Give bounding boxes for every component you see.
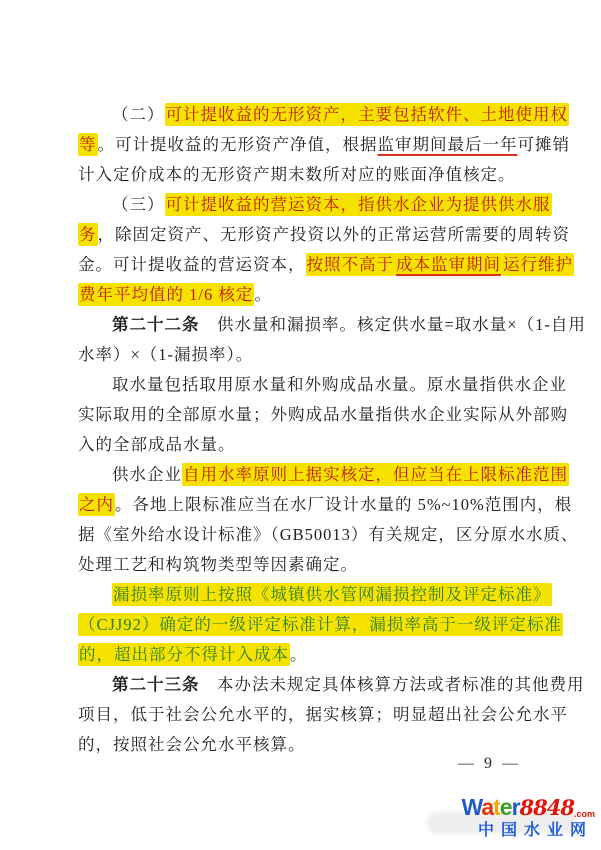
text-segment: 本办法未规定具体核算方法或者标准的其他费用	[199, 675, 585, 694]
text-segment: 计入定价成本的无形资产期末数所对应的账面净值核定。	[78, 165, 516, 184]
text-segment: 可摊销	[517, 135, 570, 154]
highlighted-green-segment: （CJJ92）确定的一级评定标准计算，漏损率高于一级评定标准	[79, 615, 562, 634]
highlighted-red-segment: 按照不高于	[306, 255, 394, 274]
heading-segment: 第二十二条	[112, 315, 200, 334]
highlighted-green-segment: 漏损率原则上按照《城镇供水管网漏损控制及评定标准》	[113, 585, 551, 604]
text-line	[78, 310, 586, 340]
text-line	[78, 370, 567, 400]
text-line	[78, 130, 570, 160]
text-segment: 取水量包括取用原水量和外购成品水量。原水量指供水企业	[112, 375, 567, 394]
highlighted-red-segment: 运行维护	[503, 255, 573, 274]
highlighted-red-segment: 可计提收益的无形资产，主要包括软件、土地使用权	[165, 105, 568, 124]
text-line	[78, 430, 540, 460]
text-line	[78, 700, 568, 730]
text-segment: 供水企业	[112, 465, 182, 484]
logo-wordmark	[425, 794, 595, 820]
text-line	[78, 670, 585, 700]
text-segment: 实际取用的全部原水量；外购成品水量指供水企业实际从外部购	[78, 405, 568, 424]
highlighted-green-segment: 的，超出部分不得计入成本	[79, 645, 289, 664]
site-watermark	[425, 794, 595, 846]
logo-letter: e	[499, 794, 512, 820]
text-segment: 项目，低于社会公允水平的，据实核算；明显超出社会公允水平	[78, 705, 568, 724]
text-segment: 。可计提收益的无形资产净值，根据	[97, 135, 378, 154]
heading-segment: 第二十三条	[112, 675, 200, 694]
text-segment: 据《室外给水设计标准》（GB50013）有关规定，区分原水水质、	[78, 525, 579, 544]
logo-word	[461, 794, 519, 820]
highlighted-red-segment: 等	[79, 135, 97, 154]
highlighted-red-segment: 之内	[79, 495, 114, 514]
text-line	[78, 190, 551, 220]
text-line	[78, 460, 568, 490]
text-line	[78, 550, 540, 580]
logo-subtitle: 中国水业网	[477, 822, 593, 839]
highlighted-red-segment: 务	[79, 225, 97, 244]
text-line	[78, 520, 579, 550]
text-line	[78, 580, 551, 610]
text-line	[78, 280, 540, 310]
text-line	[78, 100, 568, 130]
logo-tld: .com	[573, 809, 595, 819]
text-segment: （二）	[112, 105, 165, 124]
text-line	[78, 610, 562, 640]
highlighted-red-segment: 可计提收益的营运资本，指供水企业为提供供水服	[165, 195, 551, 214]
text-segment: 供水量和漏损率。核定供水量=取水量×（1-自用	[199, 315, 586, 334]
text-line	[78, 250, 573, 280]
logo-number: 8848	[519, 795, 574, 820]
text-segment: 入的全部成品水量。	[78, 435, 236, 454]
text-segment: 。	[290, 645, 308, 664]
page-number: — 9 —	[458, 755, 521, 772]
logo-letter: a	[481, 794, 494, 820]
highlighted-red-underlined-segment: 成本监审期间	[396, 255, 501, 274]
text-segment: （三）	[112, 195, 165, 214]
text-line	[78, 340, 540, 370]
text-line	[78, 400, 568, 430]
highlighted-red-segment: 自用水率原则上据实核定，但应当在上限标准范围	[183, 465, 568, 484]
text-segment: ，除固定资产、无形资产投资以外的正常运营所需要的周转资	[97, 225, 570, 244]
text-line	[78, 160, 540, 190]
logo-letter: W	[461, 794, 482, 820]
text-segment: 金。可计提收益的营运资本，	[78, 255, 306, 274]
logo-letter: t	[493, 794, 500, 820]
highlighted-red-segment: 费年平均值的 1/6 核定	[79, 285, 254, 304]
logo-letter: r	[511, 794, 520, 820]
text-segment: 。	[254, 285, 272, 304]
text-segment: 的，按照社会公允水平核算。	[78, 735, 306, 754]
text-segment: 水率）×（1-漏损率）。	[78, 345, 254, 364]
document-body	[78, 100, 586, 760]
red-underlined-segment: 监审期间最后一年	[377, 135, 518, 154]
text-segment: 处理工艺和构筑物类型等因素确定。	[78, 555, 358, 574]
text-line	[78, 490, 573, 520]
text-line	[78, 220, 570, 250]
text-line	[78, 640, 540, 670]
text-segment: 。各地上限标准应当在水厂设计水量的 5%~10%范围内，根	[115, 495, 573, 514]
